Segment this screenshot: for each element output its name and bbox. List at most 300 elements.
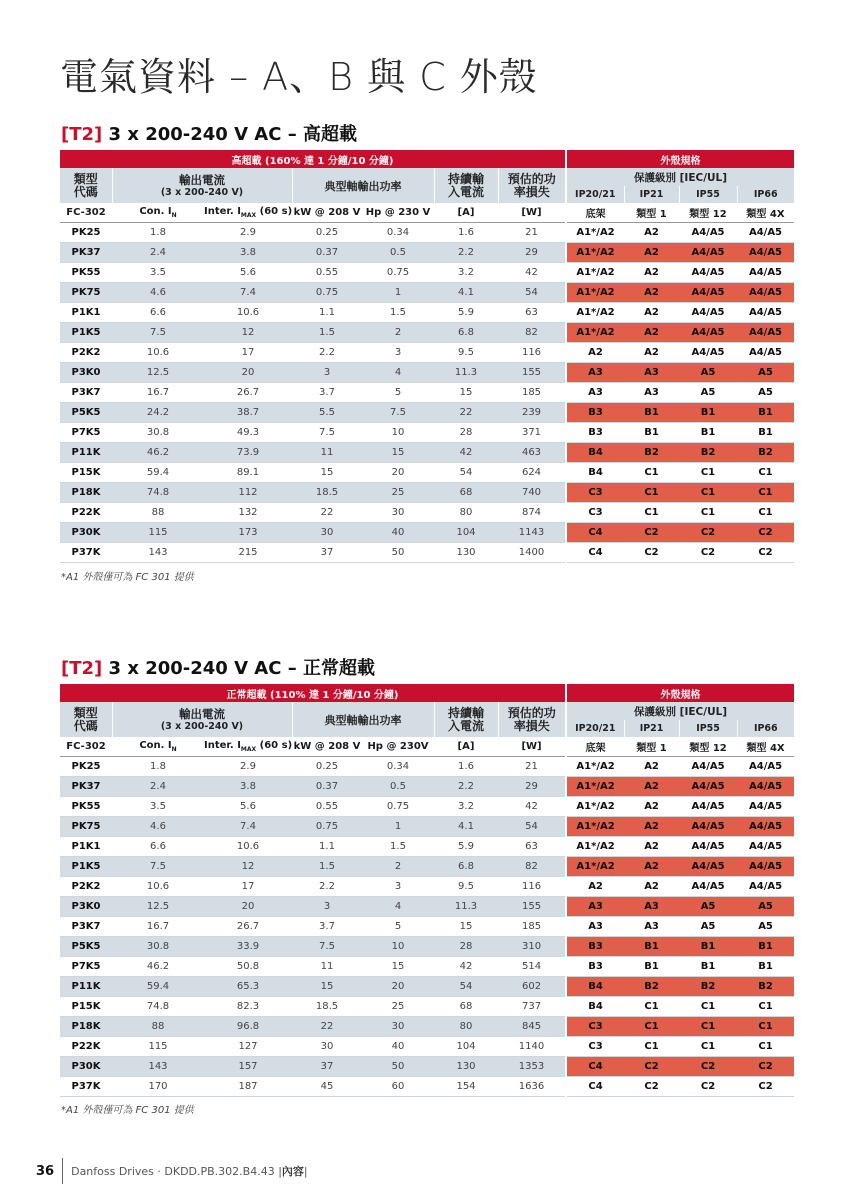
cell-ip66: A4/A5 xyxy=(737,797,794,817)
table-row xyxy=(60,363,794,383)
cell-ip55: A4/A5 xyxy=(679,303,737,323)
cell-type-code: PK55 xyxy=(60,263,112,283)
cell-input-current: 1.6 xyxy=(434,757,498,777)
cell-kw: 0.75 xyxy=(292,283,362,303)
section-title-high-overload xyxy=(61,120,357,146)
cell-ip21: A2 xyxy=(624,777,679,797)
toc-link[interactable]: 內容 xyxy=(281,1165,304,1178)
table-row xyxy=(60,997,794,1017)
cell-ip55: C2 xyxy=(679,1057,737,1077)
table-row xyxy=(60,837,794,857)
cell-ip21: B1 xyxy=(624,957,679,977)
cell-ip55: A5 xyxy=(679,917,737,937)
cell-inter-imax: 50.8 xyxy=(204,957,292,977)
unit-hp: Hp @ 230V xyxy=(362,737,434,757)
cell-ip55: A5 xyxy=(679,897,737,917)
table-row xyxy=(60,757,794,777)
cell-ip21: C1 xyxy=(624,1017,679,1037)
header-shaft-power: 典型軸輸出功率 xyxy=(292,168,434,203)
cell-ip20: A3 xyxy=(566,897,624,917)
cell-ip20: A1*/A2 xyxy=(566,303,624,323)
cell-ip21: A2 xyxy=(624,343,679,363)
cell-ip20: A2 xyxy=(566,877,624,897)
cell-ip55: A4/A5 xyxy=(679,857,737,877)
cell-con-in: 115 xyxy=(112,523,204,543)
cell-inter-imax: 157 xyxy=(204,1057,292,1077)
table-row xyxy=(60,303,794,323)
unit-type12: 類型 12 xyxy=(679,737,737,757)
cell-type-code: PK55 xyxy=(60,797,112,817)
cell-inter-imax: 26.7 xyxy=(204,917,292,937)
cell-input-current: 42 xyxy=(434,443,498,463)
cell-inter-imax: 2.9 xyxy=(204,757,292,777)
cell-input-current: 4.1 xyxy=(434,283,498,303)
table-row xyxy=(60,1017,794,1037)
cell-ip66: C1 xyxy=(737,1017,794,1037)
cell-ip55: A4/A5 xyxy=(679,243,737,263)
section-title-text: 3 x 200-240 V AC – 高超載 xyxy=(102,124,357,145)
cell-ip55: C1 xyxy=(679,463,737,483)
unit-type1: 類型 1 xyxy=(624,737,679,757)
cell-hp: 7.5 xyxy=(362,403,434,423)
cell-input-current: 104 xyxy=(434,523,498,543)
cell-input-current: 3.2 xyxy=(434,263,498,283)
table-normal-overload xyxy=(60,684,794,1097)
cell-ip20: B3 xyxy=(566,937,624,957)
cell-ip21: A3 xyxy=(624,897,679,917)
cell-ip55: A4/A5 xyxy=(679,797,737,817)
cell-ip21: C1 xyxy=(624,1037,679,1057)
cell-type-code: P1K1 xyxy=(60,837,112,857)
cell-kw: 22 xyxy=(292,503,362,523)
cell-ip21: A2 xyxy=(624,837,679,857)
cell-input-current: 15 xyxy=(434,917,498,937)
cell-hp: 1.5 xyxy=(362,837,434,857)
cell-ip21: B2 xyxy=(624,443,679,463)
table-row xyxy=(60,403,794,423)
cell-ip66: A4/A5 xyxy=(737,757,794,777)
cell-hp: 1.5 xyxy=(362,303,434,323)
cell-kw: 7.5 xyxy=(292,937,362,957)
cell-con-in: 3.5 xyxy=(112,263,204,283)
cell-hp: 0.75 xyxy=(362,263,434,283)
table-row xyxy=(60,1057,794,1077)
header-ip21: IP21 xyxy=(624,720,679,737)
cell-input-current: 5.9 xyxy=(434,837,498,857)
cell-ip20: B4 xyxy=(566,463,624,483)
cell-kw: 37 xyxy=(292,543,362,563)
cell-ip20: A3 xyxy=(566,383,624,403)
table-row xyxy=(60,877,794,897)
cell-inter-imax: 33.9 xyxy=(204,937,292,957)
cell-inter-imax: 187 xyxy=(204,1077,292,1097)
unit-inter-imax: Inter. $I_{MAX}$ (60 s) xyxy=(204,203,292,223)
cell-ip21: A2 xyxy=(624,223,679,243)
cell-type-code: P22K xyxy=(60,503,112,523)
cell-input-current: 68 xyxy=(434,997,498,1017)
cell-input-current: 15 xyxy=(434,383,498,403)
cell-type-code: P7K5 xyxy=(60,957,112,977)
cell-inter-imax: 20 xyxy=(204,363,292,383)
cell-ip20: C4 xyxy=(566,523,624,543)
table-row xyxy=(60,443,794,463)
cell-hp: 3 xyxy=(362,343,434,363)
header-ip66: IP66 xyxy=(737,720,794,737)
cell-ip20: A1*/A2 xyxy=(566,857,624,877)
cell-ip21: A2 xyxy=(624,243,679,263)
cell-ip21: C1 xyxy=(624,503,679,523)
doc-reference: Danfoss Drives · DKDD.PB.302.B4.43 | xyxy=(71,1164,282,1178)
cell-inter-imax: 17 xyxy=(204,343,292,363)
cell-ip66: C1 xyxy=(737,1037,794,1057)
cell-inter-imax: 89.1 xyxy=(204,463,292,483)
cell-ip55: C1 xyxy=(679,1037,737,1057)
section-tag: [T2] xyxy=(61,124,103,145)
cell-ip66: C2 xyxy=(737,523,794,543)
section-title-normal-overload xyxy=(61,654,375,680)
cell-inter-imax: 132 xyxy=(204,503,292,523)
table-row xyxy=(60,463,794,483)
cell-power-loss: 29 xyxy=(498,777,566,797)
cell-power-loss: 185 xyxy=(498,383,566,403)
table-row xyxy=(60,323,794,343)
cell-ip66: A4/A5 xyxy=(737,857,794,877)
unit-kw: kW @ 208 V xyxy=(292,737,362,757)
cell-power-loss: 624 xyxy=(498,463,566,483)
cell-hp: 2 xyxy=(362,857,434,877)
cell-input-current: 4.1 xyxy=(434,817,498,837)
header-cont-input: 持續輸 入電流 xyxy=(434,702,498,737)
cell-con-in: 16.7 xyxy=(112,917,204,937)
cell-ip20: A1*/A2 xyxy=(566,757,624,777)
cell-ip66: A4/A5 xyxy=(737,283,794,303)
cell-power-loss: 737 xyxy=(498,997,566,1017)
cell-type-code: P15K xyxy=(60,463,112,483)
cell-ip66: A5 xyxy=(737,383,794,403)
cell-input-current: 68 xyxy=(434,483,498,503)
cell-type-code: P5K5 xyxy=(60,403,112,423)
table-row xyxy=(60,263,794,283)
cell-inter-imax: 173 xyxy=(204,523,292,543)
cell-ip21: B1 xyxy=(624,937,679,957)
header-ip20: IP20/21 xyxy=(566,720,624,737)
cell-input-current: 6.8 xyxy=(434,323,498,343)
cell-ip55: B1 xyxy=(679,957,737,977)
cell-con-in: 1.8 xyxy=(112,757,204,777)
cell-hp: 25 xyxy=(362,997,434,1017)
table-row xyxy=(60,523,794,543)
table-row xyxy=(60,343,794,363)
cell-con-in: 7.5 xyxy=(112,323,204,343)
cell-ip20: A1*/A2 xyxy=(566,223,624,243)
cell-input-current: 80 xyxy=(434,1017,498,1037)
cell-hp: 0.34 xyxy=(362,223,434,243)
cell-ip55: A4/A5 xyxy=(679,777,737,797)
cell-kw: 3.7 xyxy=(292,917,362,937)
cell-con-in: 143 xyxy=(112,543,204,563)
cell-inter-imax: 215 xyxy=(204,543,292,563)
header-protection: 保護級別 [IEC/UL] xyxy=(566,702,794,720)
cell-ip21: B2 xyxy=(624,977,679,997)
cell-power-loss: 1140 xyxy=(498,1037,566,1057)
cell-type-code: P2K2 xyxy=(60,343,112,363)
cell-ip21: C1 xyxy=(624,997,679,1017)
cell-con-in: 24.2 xyxy=(112,403,204,423)
cell-hp: 0.34 xyxy=(362,757,434,777)
cell-con-in: 10.6 xyxy=(112,343,204,363)
cell-ip21: A3 xyxy=(624,363,679,383)
cell-power-loss: 54 xyxy=(498,817,566,837)
unit-fc: FC-302 xyxy=(60,737,112,757)
cell-type-code: P11K xyxy=(60,977,112,997)
cell-power-loss: 42 xyxy=(498,797,566,817)
footer-divider xyxy=(62,1158,63,1184)
page-footer xyxy=(36,1160,308,1182)
cell-con-in: 74.8 xyxy=(112,997,204,1017)
header-ip21: IP21 xyxy=(624,186,679,203)
header-ip66: IP66 xyxy=(737,186,794,203)
cell-ip66: A4/A5 xyxy=(737,817,794,837)
cell-ip66: B1 xyxy=(737,937,794,957)
cell-ip55: A4/A5 xyxy=(679,757,737,777)
cell-inter-imax: 12 xyxy=(204,857,292,877)
table-row xyxy=(60,483,794,503)
table-row xyxy=(60,223,794,243)
cell-inter-imax: 3.8 xyxy=(204,243,292,263)
header-cont-input: 持續輸 入電流 xyxy=(434,168,498,203)
page-number: 36 xyxy=(36,1163,55,1179)
cell-ip20: C3 xyxy=(566,1017,624,1037)
cell-ip21: C2 xyxy=(624,1077,679,1097)
cell-ip20: B3 xyxy=(566,423,624,443)
cell-ip21: A2 xyxy=(624,283,679,303)
table-row xyxy=(60,917,794,937)
unit-w: [W] xyxy=(498,203,566,223)
cell-con-in: 59.4 xyxy=(112,977,204,997)
cell-ip20: A3 xyxy=(566,917,624,937)
cell-input-current: 54 xyxy=(434,463,498,483)
cell-ip66: A4/A5 xyxy=(737,837,794,857)
unit-chassis: 底架 xyxy=(566,737,624,757)
cell-ip66: A4/A5 xyxy=(737,323,794,343)
cell-ip55: A4/A5 xyxy=(679,877,737,897)
cell-ip66: C1 xyxy=(737,503,794,523)
cell-ip21: A2 xyxy=(624,857,679,877)
cell-type-code: P18K xyxy=(60,1017,112,1037)
cell-hp: 5 xyxy=(362,917,434,937)
unit-con-in: Con. $I_N$ xyxy=(112,203,204,223)
cell-type-code: P3K7 xyxy=(60,917,112,937)
table-row xyxy=(60,1077,794,1097)
cell-kw: 0.75 xyxy=(292,817,362,837)
cell-ip20: A1*/A2 xyxy=(566,283,624,303)
cell-power-loss: 1353 xyxy=(498,1057,566,1077)
cell-type-code: PK37 xyxy=(60,243,112,263)
cell-inter-imax: 112 xyxy=(204,483,292,503)
cell-type-code: P30K xyxy=(60,1057,112,1077)
cell-ip21: B1 xyxy=(624,423,679,443)
cell-con-in: 30.8 xyxy=(112,937,204,957)
cell-ip20: A1*/A2 xyxy=(566,837,624,857)
cell-ip66: B2 xyxy=(737,977,794,997)
cell-power-loss: 116 xyxy=(498,877,566,897)
cell-ip66: B2 xyxy=(737,443,794,463)
cell-kw: 15 xyxy=(292,463,362,483)
cell-ip20: A1*/A2 xyxy=(566,777,624,797)
cell-input-current: 154 xyxy=(434,1077,498,1097)
cell-input-current: 2.2 xyxy=(434,243,498,263)
cell-ip55: A4/A5 xyxy=(679,343,737,363)
header-est-loss: 預估的功 率損失 xyxy=(498,702,566,737)
cell-hp: 1 xyxy=(362,817,434,837)
section-tag: [T2] xyxy=(61,658,103,679)
cell-hp: 1 xyxy=(362,283,434,303)
cell-ip21: C1 xyxy=(624,483,679,503)
header-output-current: 輸出電流 (3 x 200-240 V) xyxy=(112,168,292,203)
cell-kw: 7.5 xyxy=(292,423,362,443)
cell-ip20: C3 xyxy=(566,503,624,523)
cell-inter-imax: 49.3 xyxy=(204,423,292,443)
cell-ip55: A5 xyxy=(679,363,737,383)
cell-type-code: PK37 xyxy=(60,777,112,797)
cell-kw: 3 xyxy=(292,363,362,383)
header-shaft-power: 典型軸輸出功率 xyxy=(292,702,434,737)
cell-ip55: B2 xyxy=(679,977,737,997)
cell-ip21: A2 xyxy=(624,303,679,323)
cell-ip21: A2 xyxy=(624,797,679,817)
header-ip55: IP55 xyxy=(679,186,737,203)
cell-ip20: C4 xyxy=(566,1057,624,1077)
cell-power-loss: 463 xyxy=(498,443,566,463)
cell-type-code: P5K5 xyxy=(60,937,112,957)
table-row xyxy=(60,817,794,837)
cell-ip55: C1 xyxy=(679,503,737,523)
cell-ip55: C2 xyxy=(679,543,737,563)
cell-type-code: P1K5 xyxy=(60,857,112,877)
cell-ip21: A3 xyxy=(624,917,679,937)
cell-ip66: A5 xyxy=(737,897,794,917)
cell-con-in: 4.6 xyxy=(112,283,204,303)
cell-hp: 0.5 xyxy=(362,777,434,797)
cell-ip66: C1 xyxy=(737,997,794,1017)
cell-ip66: C1 xyxy=(737,483,794,503)
cell-kw: 1.1 xyxy=(292,837,362,857)
cell-kw: 5.5 xyxy=(292,403,362,423)
cell-con-in: 6.6 xyxy=(112,303,204,323)
cell-type-code: PK25 xyxy=(60,757,112,777)
cell-ip20: B4 xyxy=(566,443,624,463)
header-ip55: IP55 xyxy=(679,720,737,737)
cell-input-current: 9.5 xyxy=(434,877,498,897)
cell-input-current: 9.5 xyxy=(434,343,498,363)
cell-ip20: C4 xyxy=(566,1077,624,1097)
cell-input-current: 54 xyxy=(434,977,498,997)
cell-ip20: A1*/A2 xyxy=(566,817,624,837)
cell-type-code: P22K xyxy=(60,1037,112,1057)
cell-ip66: C2 xyxy=(737,1057,794,1077)
cell-kw: 1.5 xyxy=(292,857,362,877)
cell-kw: 3 xyxy=(292,897,362,917)
cell-ip20: C3 xyxy=(566,483,624,503)
table-row xyxy=(60,503,794,523)
header-est-loss: 預估的功 率損失 xyxy=(498,168,566,203)
cell-ip20: C3 xyxy=(566,1037,624,1057)
cell-power-loss: 1636 xyxy=(498,1077,566,1097)
cell-type-code: P1K1 xyxy=(60,303,112,323)
cell-inter-imax: 82.3 xyxy=(204,997,292,1017)
cell-ip21: A2 xyxy=(624,877,679,897)
unit-w: [W] xyxy=(498,737,566,757)
cell-type-code: P1K5 xyxy=(60,323,112,343)
unit-fc: FC-302 xyxy=(60,203,112,223)
cell-power-loss: 155 xyxy=(498,363,566,383)
table-row xyxy=(60,383,794,403)
cell-ip21: A2 xyxy=(624,263,679,283)
unit-type4x: 類型 4X xyxy=(737,203,794,223)
cell-kw: 0.25 xyxy=(292,223,362,243)
cell-kw: 2.2 xyxy=(292,877,362,897)
unit-a: [A] xyxy=(434,737,498,757)
enclosure-band: 外殼規格 xyxy=(566,150,794,168)
table-body xyxy=(60,757,794,1097)
cell-ip55: B1 xyxy=(679,403,737,423)
cell-type-code: P7K5 xyxy=(60,423,112,443)
cell-input-current: 42 xyxy=(434,957,498,977)
cell-ip21: A2 xyxy=(624,757,679,777)
cell-ip55: C1 xyxy=(679,1017,737,1037)
cell-type-code: P2K2 xyxy=(60,877,112,897)
cell-con-in: 170 xyxy=(112,1077,204,1097)
header-protection: 保護級別 [IEC/UL] xyxy=(566,168,794,186)
cell-power-loss: 63 xyxy=(498,837,566,857)
header-ip20: IP20/21 xyxy=(566,186,624,203)
cell-con-in: 115 xyxy=(112,1037,204,1057)
cell-kw: 30 xyxy=(292,1037,362,1057)
cell-ip66: A4/A5 xyxy=(737,777,794,797)
cell-type-code: P18K xyxy=(60,483,112,503)
cell-ip66: C2 xyxy=(737,543,794,563)
cell-hp: 15 xyxy=(362,957,434,977)
cell-power-loss: 82 xyxy=(498,857,566,877)
cell-ip20: A1*/A2 xyxy=(566,243,624,263)
unit-type12: 類型 12 xyxy=(679,203,737,223)
cell-input-current: 80 xyxy=(434,503,498,523)
cell-power-loss: 21 xyxy=(498,223,566,243)
cell-input-current: 3.2 xyxy=(434,797,498,817)
cell-type-code: PK75 xyxy=(60,817,112,837)
cell-ip55: C2 xyxy=(679,1077,737,1097)
cell-inter-imax: 3.8 xyxy=(204,777,292,797)
cell-inter-imax: 38.7 xyxy=(204,403,292,423)
cell-power-loss: 29 xyxy=(498,243,566,263)
cell-ip66: B1 xyxy=(737,423,794,443)
cell-ip55: C1 xyxy=(679,483,737,503)
cell-ip55: B2 xyxy=(679,443,737,463)
cell-input-current: 130 xyxy=(434,543,498,563)
cell-hp: 40 xyxy=(362,1037,434,1057)
table-row xyxy=(60,543,794,563)
cell-ip20: B3 xyxy=(566,403,624,423)
cell-input-current: 104 xyxy=(434,1037,498,1057)
cell-ip55: C2 xyxy=(679,523,737,543)
header-type-code: 類型 代碼 xyxy=(60,168,112,203)
section-title-text: 3 x 200-240 V AC – 正常超載 xyxy=(102,658,375,679)
cell-kw: 22 xyxy=(292,1017,362,1037)
table-row xyxy=(60,243,794,263)
cell-ip20: A1*/A2 xyxy=(566,323,624,343)
cell-hp: 4 xyxy=(362,897,434,917)
cell-kw: 0.55 xyxy=(292,263,362,283)
